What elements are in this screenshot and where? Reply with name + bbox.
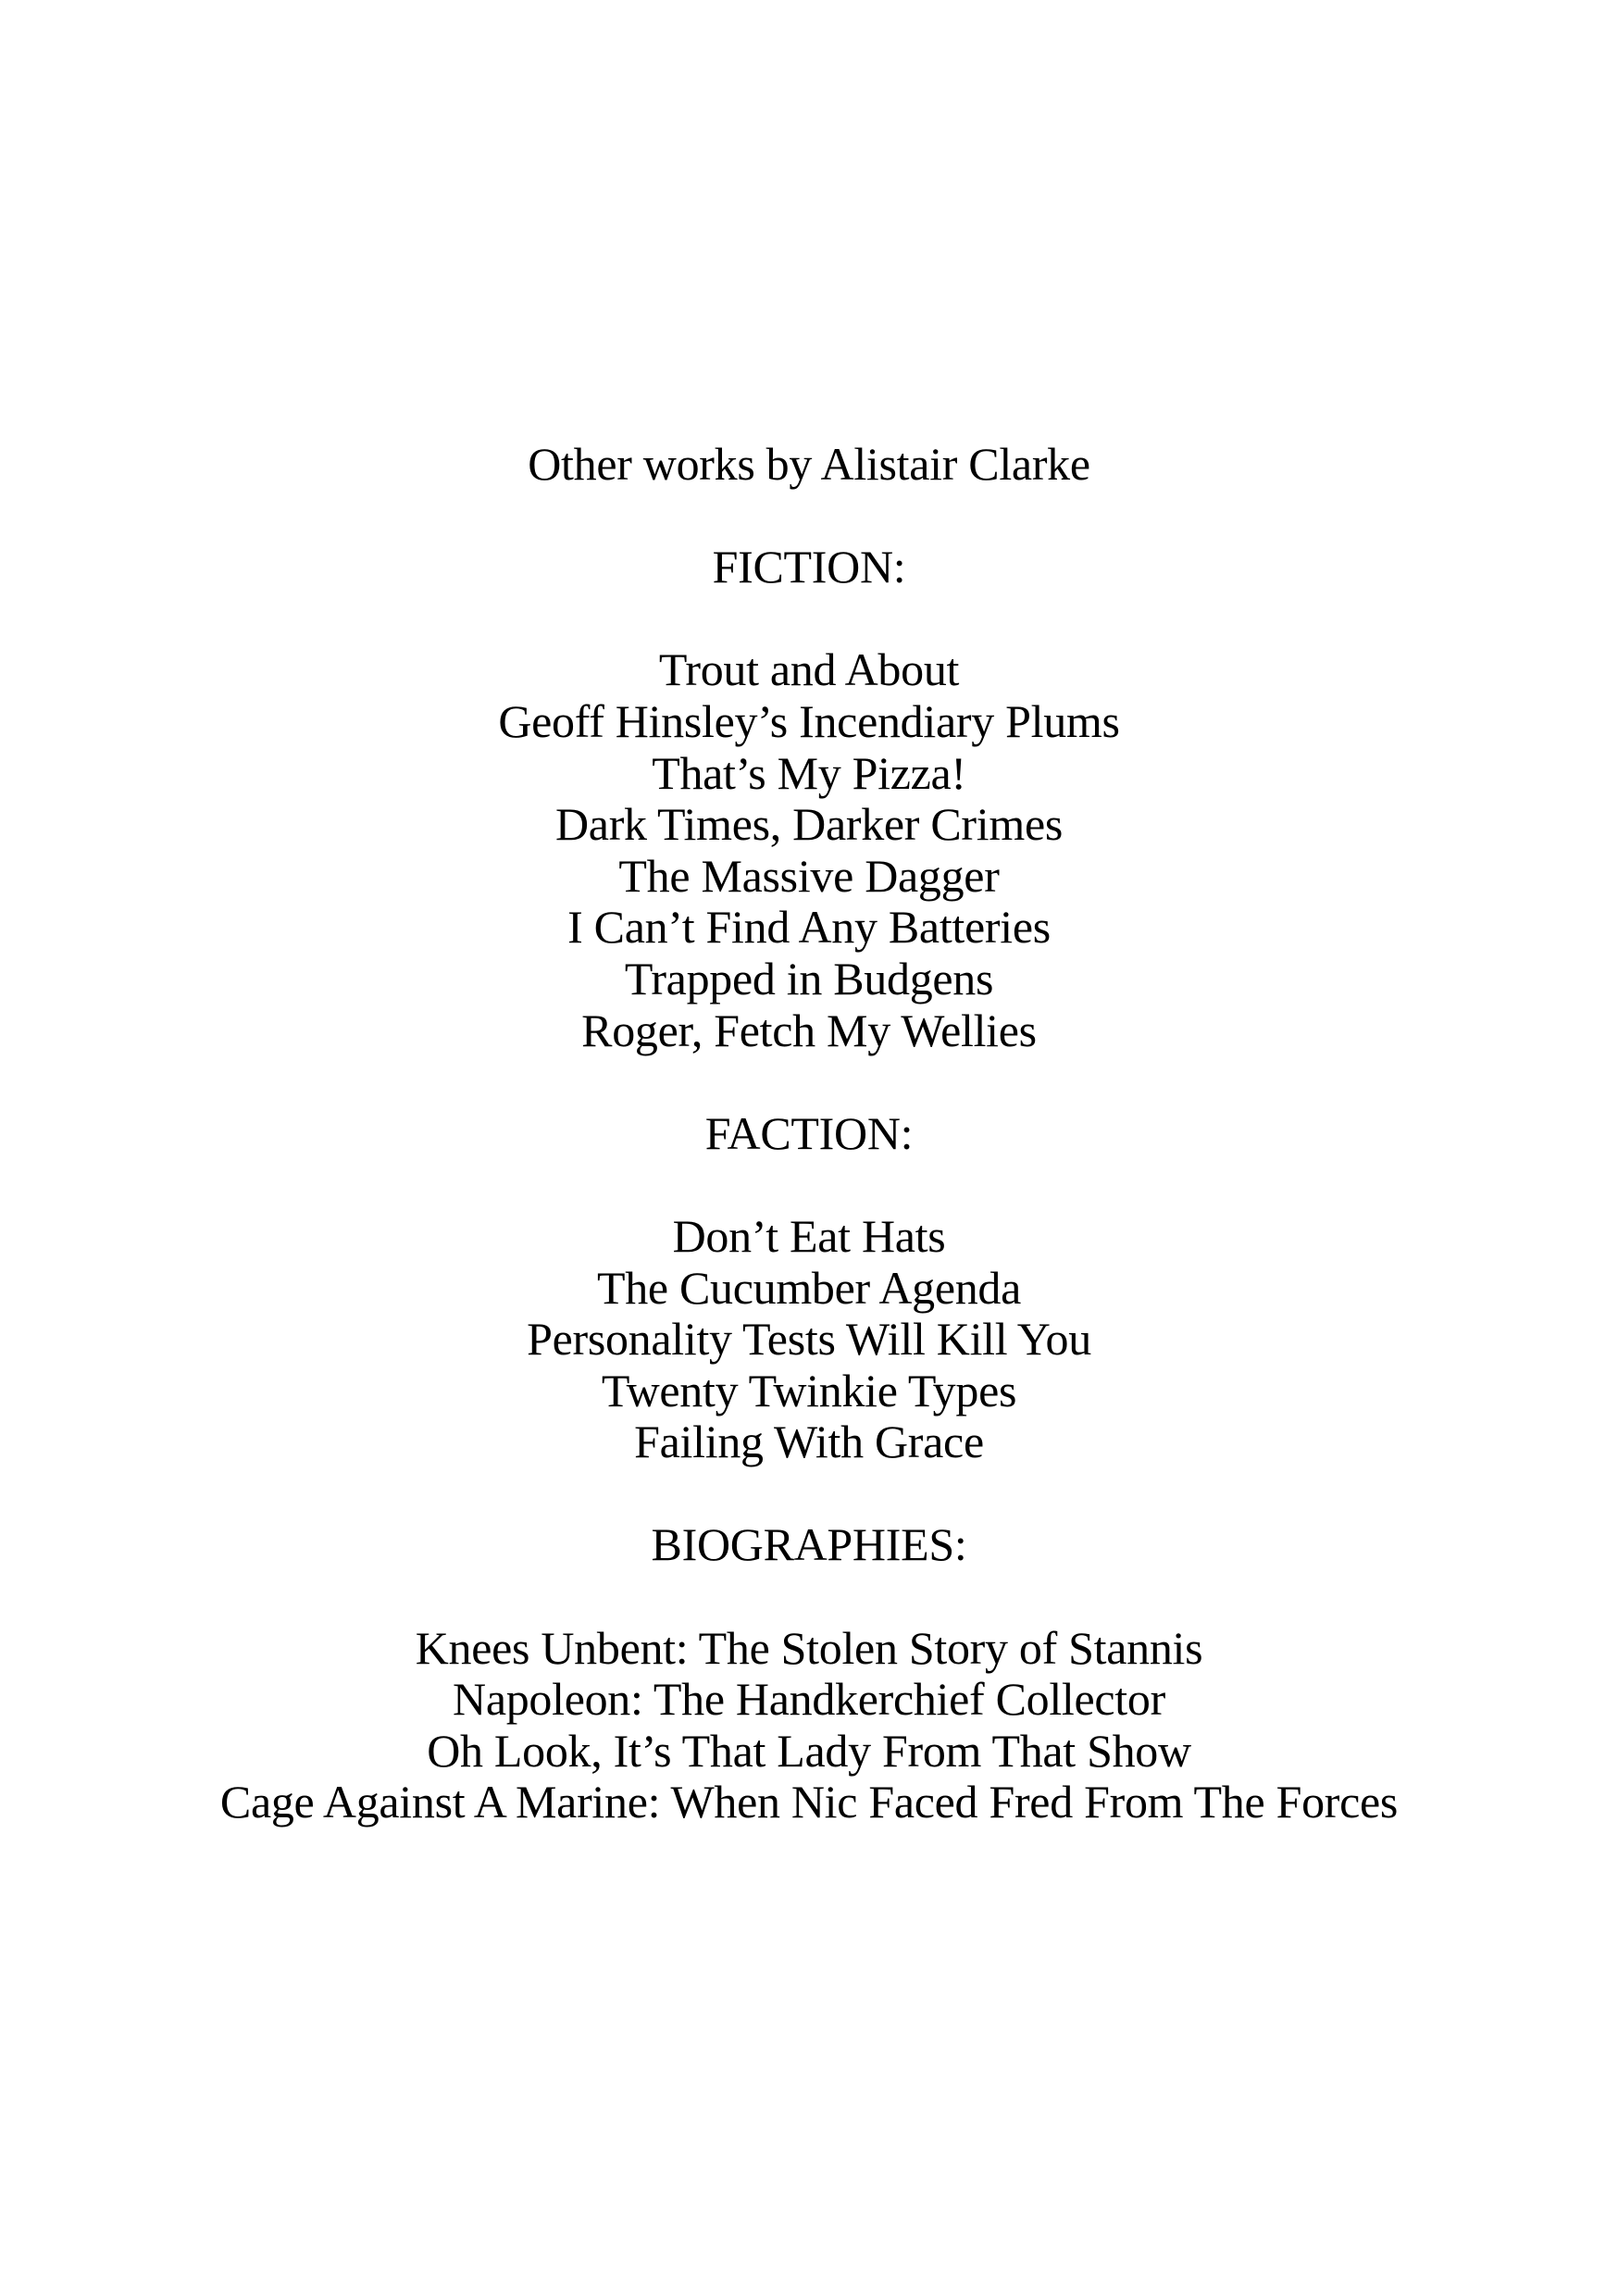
section-heading-biographies: BIOGRAPHIES: — [651, 1518, 967, 1571]
work-title: Geoff Hinsley’s Incendiary Plums — [498, 694, 1120, 747]
work-title: Failing With Grace — [634, 1416, 984, 1468]
work-title: The Cucumber Agenda — [596, 1261, 1022, 1314]
work-title: Knees Unbent: The Stolen Story of Stannis — [415, 1621, 1203, 1674]
work-title: Dark Times, Darker Crimes — [555, 798, 1063, 851]
work-title: Cage Against A Marine: When Nic Faced Fred From The Forces — [219, 1776, 1399, 1828]
work-title: Twenty Twinkie Types — [601, 1364, 1017, 1416]
faction-works-list — [0, 1211, 1618, 1468]
work-title: Personality Tests Will Kill You — [527, 1313, 1091, 1366]
work-title: Trout and About — [658, 643, 960, 696]
work-title: Trapped in Budgens — [624, 952, 994, 1004]
work-title: Don’t Eat Hats — [672, 1209, 946, 1262]
work-title: I Can’t Find Any Batteries — [567, 901, 1051, 954]
section-heading-fiction: FICTION: — [712, 541, 906, 593]
work-title: That’s My Pizza! — [652, 746, 966, 799]
biographies-works-list — [0, 1623, 1618, 1828]
work-title: Napoleon: The Handkerchief Collector — [453, 1673, 1165, 1726]
other-works-title: Other works by Alistair Clarke — [528, 438, 1090, 490]
section-heading-faction: FACTION: — [704, 1106, 914, 1159]
work-title: Oh Look, It’s That Lady From That Show — [427, 1724, 1191, 1777]
work-title: The Massive Dagger — [618, 849, 1000, 902]
work-title: Roger, Fetch My Wellies — [581, 1004, 1037, 1056]
fiction-works-list — [0, 644, 1618, 1056]
